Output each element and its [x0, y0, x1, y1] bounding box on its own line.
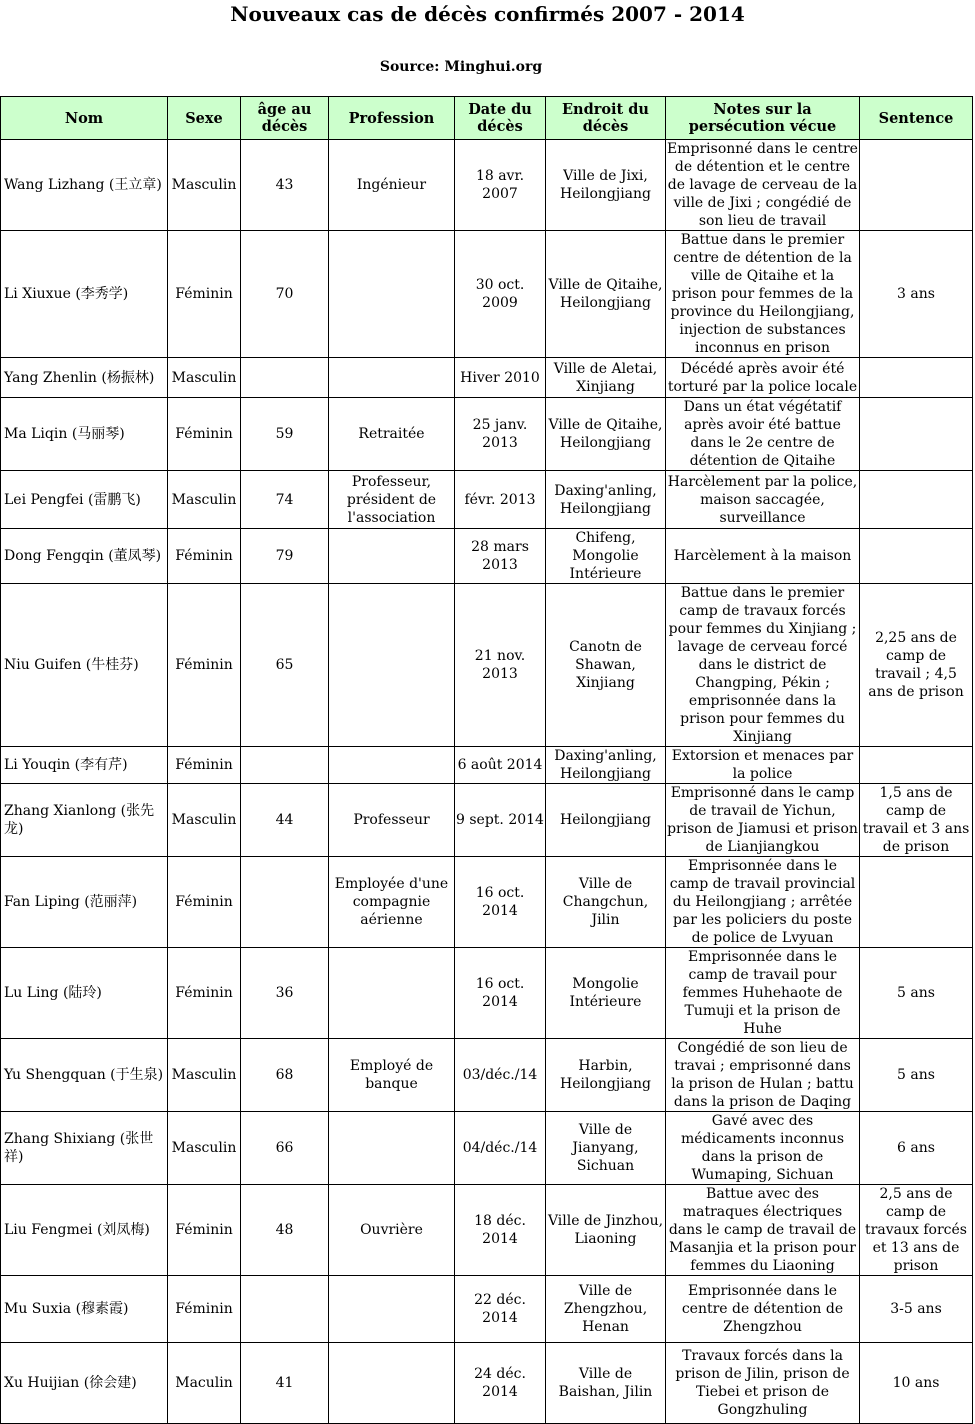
cell-age: 41 [241, 1343, 329, 1424]
cell-date: 16 oct. 2014 [455, 857, 546, 948]
cell-nom: Ma Liqin (马丽琴) [1, 398, 168, 471]
cell-profession [329, 1112, 455, 1185]
table-row [1, 231, 973, 358]
table-row [1, 784, 973, 857]
cell-nom: Dong Fengqin (董凤琴) [1, 529, 168, 584]
cell-nom: Li Youqin (李有芹) [1, 747, 168, 784]
cell-notes: Emprisonnée dans le camp de travail provincial du Heilongjiang ; arrêtée par les policiers du poste de police de Lvyuan [666, 857, 860, 948]
cell-sexe: Féminin [168, 857, 241, 948]
cell-profession: Ingénieur [329, 140, 455, 231]
cell-age: 70 [241, 231, 329, 358]
cell-date: 18 déc. 2014 [455, 1185, 546, 1276]
table-row [1, 747, 973, 784]
cell-sentence [860, 857, 973, 948]
cell-endroit: Mongolie Intérieure [546, 948, 666, 1039]
cell-endroit: Ville de Qitaihe, Heilongjiang [546, 398, 666, 471]
cell-date: 25 janv. 2013 [455, 398, 546, 471]
cell-sentence: 5 ans [860, 948, 973, 1039]
cell-profession: Retraitée [329, 398, 455, 471]
cell-profession: Employé de banque [329, 1039, 455, 1112]
cell-endroit: Daxing'anling, Heilongjiang [546, 747, 666, 784]
table-row [1, 529, 973, 584]
cell-date: 9 sept. 2014 [455, 784, 546, 857]
cell-nom: Liu Fengmei (刘凤梅) [1, 1185, 168, 1276]
cell-sexe: Féminin [168, 1276, 241, 1343]
header-date: Date du décès [455, 97, 546, 140]
cell-notes: Battue avec des matraques électriques dans le camp de travail de Masanjia et la prison pour femmes du Liaoning [666, 1185, 860, 1276]
cell-nom: Fan Liping (范丽萍) [1, 857, 168, 948]
cell-sentence: 3 ans [860, 231, 973, 358]
header-sentence: Sentence [860, 97, 973, 140]
cell-notes: Gavé avec des médicaments inconnus dans la prison de Wumaping, Sichuan [666, 1112, 860, 1185]
table-row [1, 140, 973, 231]
cell-age: 44 [241, 784, 329, 857]
cell-date: 24 déc. 2014 [455, 1343, 546, 1424]
deaths-table [0, 96, 973, 1424]
table-row [1, 584, 973, 747]
cell-profession [329, 1343, 455, 1424]
cell-age: 48 [241, 1185, 329, 1276]
cell-sentence: 2,5 ans de camp de travaux forcés et 13 ans de prison [860, 1185, 973, 1276]
table-row [1, 857, 973, 948]
cell-endroit: Ville de Changchun, Jilin [546, 857, 666, 948]
cell-sentence [860, 471, 973, 529]
cell-profession: Ouvrière [329, 1185, 455, 1276]
cell-age: 66 [241, 1112, 329, 1185]
cell-notes: Dans un état végétatif après avoir été battue dans le 2e centre de détention de Qitaihe [666, 398, 860, 471]
cell-notes: Harcèlement par la police, maison saccagée, surveillance [666, 471, 860, 529]
header-profession: Profession [329, 97, 455, 140]
cell-nom: Mu Suxia (穆素霞) [1, 1276, 168, 1343]
cell-date: 30 oct. 2009 [455, 231, 546, 358]
table-row [1, 1343, 973, 1424]
table-row [1, 1185, 973, 1276]
cell-notes: Extorsion et menaces par la police [666, 747, 860, 784]
cell-sexe: Masculin [168, 471, 241, 529]
cell-nom: Zhang Xianlong (张先龙) [1, 784, 168, 857]
cell-sexe: Féminin [168, 584, 241, 747]
cell-sexe: Féminin [168, 398, 241, 471]
cell-endroit: Ville de Baishan, Jilin [546, 1343, 666, 1424]
cell-nom: Yu Shengquan (于生泉) [1, 1039, 168, 1112]
cell-sentence: 6 ans [860, 1112, 973, 1185]
cell-sexe: Masculin [168, 1039, 241, 1112]
cell-endroit: Ville de Jinzhou, Liaoning [546, 1185, 666, 1276]
cell-age [241, 358, 329, 398]
cell-endroit: Ville de Aletai, Xinjiang [546, 358, 666, 398]
cell-endroit: Chifeng, Mongolie Intérieure [546, 529, 666, 584]
cell-notes: Emprisonnée dans le camp de travail pour femmes Huhehaote de Tumuji et la prison de Huhe [666, 948, 860, 1039]
cell-profession [329, 358, 455, 398]
source-line: Source: Minghui.org [379, 59, 543, 75]
cell-sentence: 2,25 ans de camp de travail ; 4,5 ans de prison [860, 584, 973, 747]
cell-endroit: Ville de Jixi, Heilongjiang [546, 140, 666, 231]
cell-age: 74 [241, 471, 329, 529]
cell-nom: Niu Guifen (牛桂芬) [1, 584, 168, 747]
table-row [1, 948, 973, 1039]
cell-sentence [860, 358, 973, 398]
cell-date: 04/déc./14 [455, 1112, 546, 1185]
cell-profession: Professeur [329, 784, 455, 857]
cell-sentence: 1,5 ans de camp de travail et 3 ans de prison [860, 784, 973, 857]
cell-endroit: Harbin, Heilongjiang [546, 1039, 666, 1112]
header-row [1, 97, 973, 140]
table-row [1, 1039, 973, 1112]
cell-date: 22 déc. 2014 [455, 1276, 546, 1343]
cell-sentence [860, 529, 973, 584]
cell-age: 65 [241, 584, 329, 747]
cell-sentence [860, 140, 973, 231]
table-row [1, 471, 973, 529]
cell-endroit: Ville de Jianyang, Sichuan [546, 1112, 666, 1185]
cell-profession: Employée d'une compagnie aérienne [329, 857, 455, 948]
cell-date: 28 mars 2013 [455, 529, 546, 584]
cell-sexe: Masculin [168, 1112, 241, 1185]
cell-nom: Wang Lizhang (王立章) [1, 140, 168, 231]
table-row [1, 1276, 973, 1343]
cell-notes: Battue dans le premier camp de travaux forcés pour femmes du Xinjiang ; lavage de cerveau forcé dans le district de Changping, Pékin ; emprisonnée dans la prison pour femmes du Xinjiang [666, 584, 860, 747]
cell-notes: Emprisonnée dans le centre de détention de Zhengzhou [666, 1276, 860, 1343]
cell-nom: Xu Huijian (徐会建) [1, 1343, 168, 1424]
cell-age: 43 [241, 140, 329, 231]
cell-notes: Battue dans le premier centre de détention de la ville de Qitaihe et la prison pour femmes de la province du Heilongjiang, injection de substances inconnus en prison [666, 231, 860, 358]
page-title: Nouveaux cas de décès confirmés 2007 - 2014 [230, 2, 745, 26]
cell-notes: Emprisonné dans le camp de travail de Yichun, prison de Jiamusi et prison de Lianjiangkou [667, 785, 858, 855]
cell-date: févr. 2013 [455, 471, 546, 529]
cell-nom: Yang Zhenlin (杨振林) [1, 358, 168, 398]
cell-endroit: Canotn de Shawan, Xinjiang [546, 584, 666, 747]
cell-notes: Décédé après avoir été torturé par la police locale [666, 358, 860, 398]
cell-endroit: Ville de Zhengzhou, Henan [546, 1276, 666, 1343]
cell-sexe: Masculin [168, 140, 241, 231]
cell-date: 16 oct. 2014 [455, 948, 546, 1039]
cell-sexe: Féminin [168, 231, 241, 358]
cell-notes: Congédié de son lieu de travai ; emprisonné dans la prison de Hulan ; battu dans la prison de Daqing [666, 1039, 860, 1112]
cell-date: 6 août 2014 [455, 747, 546, 784]
cell-profession: Professeur, président de l'association [329, 471, 455, 529]
header-endroit: Endroit du décès [546, 97, 666, 140]
cell-sentence [860, 747, 973, 784]
cell-age [241, 747, 329, 784]
cell-age: 36 [241, 948, 329, 1039]
cell-sexe: Féminin [168, 747, 241, 784]
cell-profession [329, 747, 455, 784]
cell-endroit: Ville de Qitaihe, Heilongjiang [546, 231, 666, 358]
cell-age: 59 [241, 398, 329, 471]
cell-age [241, 1276, 329, 1343]
cell-sentence: 5 ans [860, 1039, 973, 1112]
cell-date: 18 avr. 2007 [455, 140, 546, 231]
cell-notes: Travaux forcés dans la prison de Jilin, prison de Tiebei et prison de Gongzhuling [666, 1343, 860, 1424]
cell-nom: Lu Ling (陆玲) [1, 948, 168, 1039]
cell-sexe: Féminin [168, 948, 241, 1039]
header-sexe: Sexe [168, 97, 241, 140]
header-nom: Nom [1, 97, 168, 140]
cell-profession [329, 584, 455, 747]
table-row [1, 358, 973, 398]
cell-nom: Zhang Shixiang (张世祥) [1, 1112, 168, 1185]
cell-endroit: Daxing'anling, Heilongjiang [546, 471, 666, 529]
header-notes: Notes sur la persécution vécue [666, 97, 860, 140]
cell-sexe: Féminin [168, 529, 241, 584]
cell-profession [329, 529, 455, 584]
cell-date: 03/déc./14 [455, 1039, 546, 1112]
cell-sexe: Maculin [168, 1343, 241, 1424]
cell-notes: Emprisonné dans le centre de détention et le centre de lavage de cerveau de la ville de Jixi ; congédié de son lieu de travail [667, 141, 858, 229]
table-row [1, 398, 973, 471]
cell-sentence: 10 ans [860, 1343, 973, 1424]
cell-sexe: Masculin [168, 358, 241, 398]
cell-age [241, 857, 329, 948]
cell-age: 68 [241, 1039, 329, 1112]
cell-age: 79 [241, 529, 329, 584]
cell-sexe: Féminin [168, 1185, 241, 1276]
cell-date: 21 nov. 2013 [455, 584, 546, 747]
cell-profession [329, 948, 455, 1039]
header-age: âge au décès [241, 97, 329, 140]
cell-profession [329, 231, 455, 358]
cell-sentence [860, 398, 973, 471]
table-row [1, 1112, 973, 1185]
cell-date: Hiver 2010 [455, 358, 546, 398]
cell-nom: Lei Pengfei (雷鹏飞) [1, 471, 168, 529]
cell-notes: Harcèlement à la maison [666, 529, 860, 584]
cell-sentence: 3-5 ans [860, 1276, 973, 1343]
cell-endroit: Heilongjiang [546, 784, 666, 857]
cell-nom: Li Xiuxue (李秀学) [1, 231, 168, 358]
cell-sexe: Masculin [168, 784, 241, 857]
cell-profession [329, 1276, 455, 1343]
